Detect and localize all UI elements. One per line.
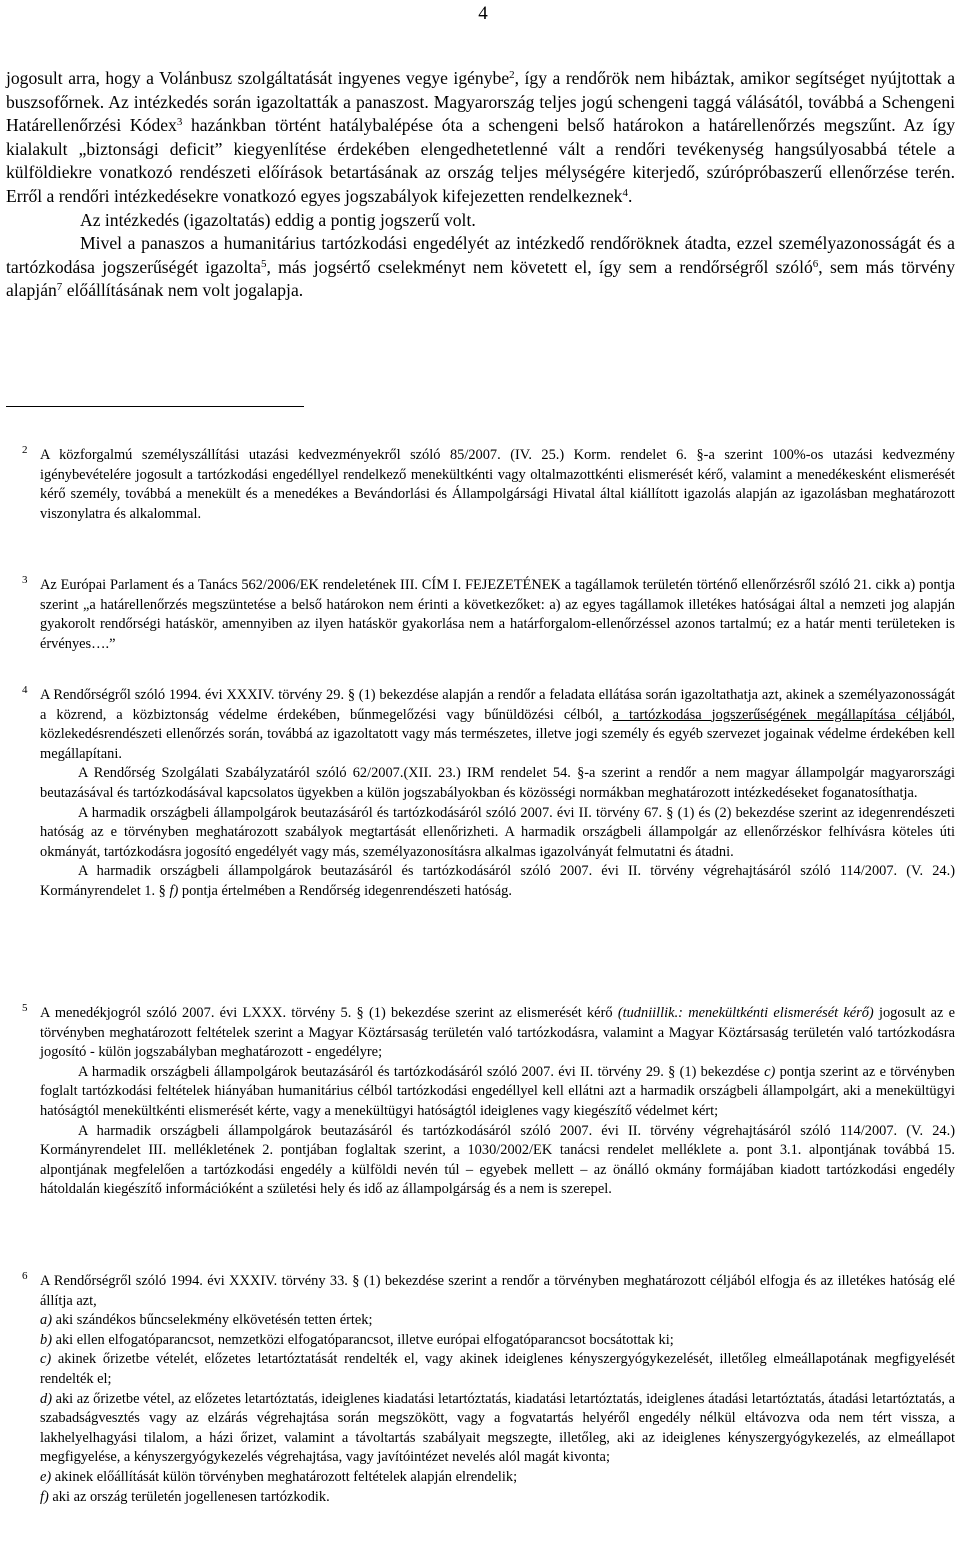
text: jogosult az e törvényben meghatározott feltételek szerint a Magyar Köztársaság területén való tartózkodásra, valamint a Magyar Köztársaság területén való tartózkodásra jogosító - külön jogszabályban meghatározott - engedélyre; [40, 1005, 955, 1061]
footnote-ref-6[interactable]: 6 [812, 257, 819, 270]
list-item-f [40, 1488, 955, 1508]
footnote-paragraph: A harmadik országbeli állampolgárok beutazásáról és tartózkodásáról szóló 2007. évi II. törvény 67. § (1) és (2) bekezdése szerint az idegenrendészeti hatóság az e törvényben meghatározott szabályok megtartását ellenőrizheti. A harmadik országbeli állampolgár az ellenőrzéskor felhívásra köteles úti okmányát, tartózkodásra jogosító engedélyét vagy más, személyazonosításra alkalmas igazolványát felmutatni és átadni. [40, 804, 955, 860]
text: A Rendőrségről szóló 1994. évi XXXIV. törvény 29. § (1) bekezdése alapján a rendőr a feladata ellátása során igazoltathatja azt, akinek a személyazonosságát a közrend, a közbiztonság védelme érdekében, bűnmegelőzési vagy bűnüldözési célból, [40, 687, 955, 723]
footnote-paragraph [40, 1063, 955, 1122]
footnote-ref-5[interactable]: 5 [260, 257, 267, 270]
footnote-text: A közforgalmú személyszállítási utazási kedvezményekről szóló 85/2007. (IV. 25.) Korm. rendelet 6. §-a szerint 100%-os utazási kedvezmény igénybevételére jogosult a tartózkodási engedéllyel rendelkező menekültkénti vagy oltalmazottkénti elismerését kérő, valamint a menedékesként elismerését kérő személy, továbbá a menekült és a menedékes a Bevándorlási és Állampolgársági Hivatal által kiállított igazolás alapján az igazolásban meghatározott viszonylatra és alkalommal. [40, 447, 955, 522]
text: . [627, 185, 633, 206]
footnote-paragraph [40, 862, 955, 901]
footnote-mark: 2 [22, 444, 28, 456]
footnote-6 [22, 1270, 955, 1507]
footnote-4 [22, 684, 955, 902]
list-item-d [40, 1390, 955, 1468]
footnote-mark: 3 [22, 574, 28, 586]
footnote-3 [22, 574, 955, 654]
text: , sem más törvény alapján [6, 256, 955, 301]
item-label: c) [40, 1351, 52, 1368]
footnote-mark: 4 [22, 684, 28, 696]
italic-text: f) [169, 882, 179, 899]
footnote-text: Az Európai Parlament és a Tanács 562/2006/EK rendeletének III. CÍM I. FEJEZETÉNEK a tagállamok területén történő ellenőrzésről szóló 21. cikk a) pontja szerint „a határellenőrzés megszüntetése a belső határokon nem érinti a következőket: a) az egyes tagállamok illetékes hatóságai által a nemzeti jog alapján gyakorolt rendőrségi hatáskör, amennyiben az ilyen hatáskör gyakorlása nem a határforgalom-ellenőrzéssel azonos tartalmú; ez a határ menti területeken is érvényes….” [40, 577, 955, 652]
list-item-c [40, 1350, 955, 1389]
paragraph-2: Az intézkedés (igazoltatás) eddig a pontig jogszerű volt. [80, 209, 476, 230]
text: , más jogsértő cselekményt nem követett el, így sem a rendőrségről szóló [266, 256, 813, 277]
footnote-ref-2[interactable]: 2 [509, 69, 515, 81]
item-label: b) [40, 1331, 52, 1348]
list-item-a [40, 1311, 955, 1331]
text: előállításának nem volt jogalapja. [62, 280, 304, 301]
item-label: f) [40, 1488, 49, 1505]
item-text: akinek őrizetbe vételét, előzetes letartóztatását rendelték el, vagy akinek ideiglenes kényszergyógykezelését, illetőleg elmeállapotának megfigyelését rendelték el; [40, 1351, 955, 1387]
paragraph-1 [6, 67, 955, 209]
footnote-mark: 5 [22, 1002, 28, 1014]
footnote-paragraph: A harmadik országbeli állampolgárok beutazásáról és tartózkodásáról szóló 2007. évi II. törvény végrehajtásáról szóló 114/2007. (V. 24.) Kormányrendelet III. mellékletének 2. pontjában foglaltak szerint, a 1030/2002/EK tanácsi rendelet melléklete a. pont 3.1. alpontjának továbbá 15. alpontjának megfelelően a tartózkodási engedély a külföldi nevén túl – egyebek mellett – az önálló okmány formájában kiadott tartózkodási engedély hátoldalán kiegészítő információként a születési hely és idő az állampolgárság és a nem is szerepel. [40, 1122, 955, 1198]
paragraph-3 [6, 232, 955, 303]
item-text: aki ellen elfogatóparancsot, nemzetközi elfogatóparancsot, illetve európai elfogatóparancsot bocsátottak ki; [52, 1331, 674, 1348]
item-text: akinek előállítását külön törvényben meghatározott feltételek alapján elrendelik; [51, 1468, 518, 1485]
footnote-paragraph: A Rendőrség Szolgálati Szabályzatáról szóló 62/2007.(XII. 23.) IRM rendelet 54. §-a szerint a rendőr a nem magyar állampolgár magyarországi beutazásával és tartózkodásával kapcsolatos ügyekben a külön jogszabályokban és közösségi normákban meghatározott intézkedéseket foganatosíthatja. [40, 765, 955, 801]
footnote-2 [22, 444, 955, 524]
footnote-intro: A Rendőrségről szóló 1994. évi XXXIV. törvény 33. § (1) bekezdése szerint a rendőr a törvényben meghatározott céljából elfogja és az illetékes hatóság elé állítja azt, [40, 1273, 955, 1309]
italic-text: c) [764, 1063, 776, 1080]
footnote-paragraph [40, 1004, 955, 1063]
footnote-ref-7[interactable]: 7 [56, 281, 63, 294]
list-item-e [40, 1468, 955, 1488]
underlined-text: a tartózkodása jogszerűségének megállapítása céljából [612, 706, 952, 723]
footnote-ref-4[interactable]: 4 [622, 186, 628, 199]
text: pontja értelmében a Rendőrség idegenrendészeti hatóság. [178, 882, 512, 899]
italic-text: (tudniillik.: menekültkénti elismerését kérő) [617, 1005, 874, 1021]
page-number: 4 [478, 3, 488, 24]
main-text [6, 67, 955, 303]
text: A menedékjogról szóló 2007. évi LXXX. törvény 5. § (1) bekezdése szerint az elismerését kérő [40, 1005, 618, 1021]
text: jogosult arra, hogy a Volánbusz szolgáltatását ingyenes vegye igénybe [6, 68, 510, 88]
footnote-mark: 6 [22, 1270, 28, 1282]
item-text: aki szándékos bűncselekmény elkövetésén tetten értek; [52, 1312, 373, 1329]
text: hazánkban történt hatálybalépése óta a schengeni belső határokon a határellenőrzés megszűnt. Az így kialakult „biztonsági deficit” kiegyenlítése érdekében elengedhetetlenné vált a rendőri tevékenység hangsúlyosabbá tétele a külföldiekre vonatkozó rendészeti előírások betartásának az ország teljes mélységére kiterjedő, szúrópróbaszerű ellenőrzése terén. Erről a rendőri intézkedésekre vonatkozó egyes jogszabályok kifejezetten rendelkeznek [6, 115, 955, 206]
item-label: d) [40, 1390, 52, 1407]
list-item-b [40, 1331, 955, 1351]
text: , így a rendőrök nem hibáztak, amikor segítséget nyújtottak a buszsofőrnek. Az intézkedés során igazoltatták a panaszost. Magyarország teljes jogú schengeni taggá válásától, továbbá a Schengeni Határellenőrzési Kódex [6, 68, 955, 136]
footnote-ref-3[interactable]: 3 [176, 116, 183, 129]
footnote-paragraph [40, 686, 955, 764]
footnote-5 [22, 1002, 955, 1200]
text: Mivel a panaszos a humanitárius tartózkodási engedélyét az intézkedő rendőröknek átadta, ezzel személyazonosságát és a tartózkodása jogszerűségét igazolta [6, 233, 955, 277]
item-label: e) [40, 1468, 52, 1485]
footnote-separator [6, 406, 304, 407]
text: , közlekedésrendészeti ellenőrzés során, továbbá az igazoltatott vagy más természetes, illetve jogi személy és egyéb szervezet jogainak védelme érdekében kell megállapítani. [40, 706, 955, 762]
item-label: a) [40, 1312, 52, 1329]
text: pontja szerint az e törvényben foglalt tartózkodási feltételek hiányában humanitárius célból tartózkodási engedéllyel kell ellátni azt a harmadik országbeli állampolgárt, aki a menekültügyi hatóságtól menekültkénti elismerését kérte, vagy a menekültügyi hatóságtól ideiglenes vagy kiegészítő védelmet kért; [40, 1063, 955, 1119]
text: A harmadik országbeli állampolgárok beutazásáról és tartózkodásáról szóló 2007. évi II. törvény végrehajtásáról szóló 114/2007. (V. 24.) Kormányrendelet 1. § [40, 863, 955, 899]
item-text: aki az őrizetbe vétel, az előzetes letartóztatás, ideiglenes kiadatási letartóztatás, kiadatási letartóztatás, ideiglenes átadási letartóztatás, átadási letartóztatás, a szabadságvesztés vagy az elzárás végrehajtása során megszökött, vagy a fogvatartás helyéről engedély nélkül eltávozva oda nem tért vissza, a lakhelyelhagyási tilalom, a házi őrizet, valamint a távoltartás szabályait megszegte, illetőleg, aki az ideiglenes kényszergyógykezelés, az elmeállapot megfigyelése, a kényszergyógykezelés végrehajtása, vagy javítóintézet nevelés alól magát kivonta; [40, 1390, 955, 1466]
text: A harmadik országbeli állampolgárok beutazásáról és tartózkodásáról szóló 2007. évi II. törvény 29. § (1) bekezdése [78, 1063, 765, 1080]
item-text: aki az ország területén jogellenesen tartózkodik. [48, 1488, 330, 1505]
